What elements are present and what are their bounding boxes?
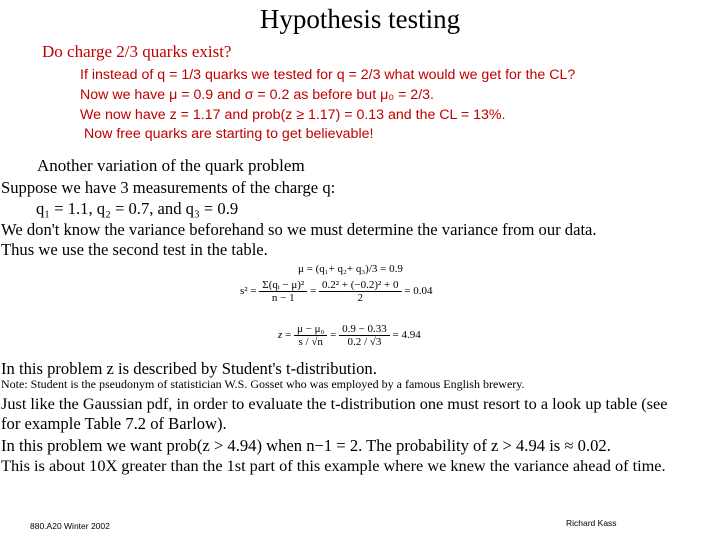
variance-mid-numerator: 0.2² + (−0.2)² + 0 [319,279,402,292]
s1-line1: If instead of q = 1/3 quarks we tested for q = 2/3 what would we get for the CL? [80,67,576,83]
z-mid-numerator: 0.9 − 0.33 [339,323,390,336]
variance-result: = 0.04 [404,285,433,298]
s2-line3: We don't know the variance beforehand so we must determine the variance from our data. [1,220,597,239]
variance-numerator: Σ(qᵢ − μ)² [259,279,307,292]
z-denominator: s / √n [298,336,323,348]
s1-line4: Now free quarks are starting to get believable! [84,126,374,142]
footer-author: Richard Kass [566,518,617,528]
z-mid-fraction [339,323,390,348]
s2-line7: for example Table 7.2 of Barlow). [1,414,227,433]
z-mid-denominator: 0.2 / √3 [347,336,382,348]
variance-mid-denominator: 2 [357,292,363,304]
s2-line8: In this problem we want prob(z > 4.94) when n−1 = 2. The probability of z > 4.94 is ≈ 0.02. [1,436,611,455]
variance-lhs: s² = [240,285,257,298]
footer-course: 880.A20 Winter 2002 [30,521,110,531]
z-fraction [294,323,327,348]
variance-denominator: n − 1 [271,292,295,304]
z-numerator: μ − μ₀ [294,323,327,336]
variance-mid-fraction [319,279,402,304]
page-title: Hypothesis testing [259,4,461,34]
equation-mean: μ = (q₁+ q₂+ q₃)/3 = 0.9 [298,263,403,275]
variance-fraction [259,279,307,304]
z-result: = 4.94 [392,329,421,342]
s2-note: Note: Student is the pseudonym of statistician W.S. Gosset who was employed by a famous English brewery. [1,377,525,391]
s2-line1: Suppose we have 3 measurements of the charge q: [1,178,336,197]
s1-line2: Now we have μ = 0.9 and σ = 0.2 as before but μ₀ = 2/3. [80,87,434,103]
equation-variance: s² = $\frac{\text{Σ(qᵢ − μ)²}}{n - 1}$ = $\frac{\text{0.2² + (−0.2)² + 0}}{2}$ = 0.04 [240,279,433,304]
s2-line4: Thus we use the second test in the table. [1,240,268,259]
s2-line6: Just like the Gaussian pdf, in order to evaluate the t-distribution one must resort to a look up table (see [1,394,668,413]
s2-line9: This is about 10X greater than the 1st part of this example where we knew the variance ahead of time. [1,456,666,475]
s2-line5: In this problem z is described by Student's t-distribution. [1,359,377,378]
section2-heading: Another variation of the quark problem [37,156,305,175]
section1-heading: Do charge 2/3 quarks exist? [42,42,232,61]
s1-line3: We now have z = 1.17 and prob(z ≥ 1.17) = 0.13 and the CL = 13%. [80,107,506,123]
equation-z: z = $\frac{\text{μ − μ₀}}{s / √n}$ = $\frac{0.9 - 0.33}{0.2 / √3}$ = 4.94 [278,323,421,348]
s2-line2: q₁ = 1.1, q₂ = 0.7, and q₃ = 0.9 [36,199,239,218]
